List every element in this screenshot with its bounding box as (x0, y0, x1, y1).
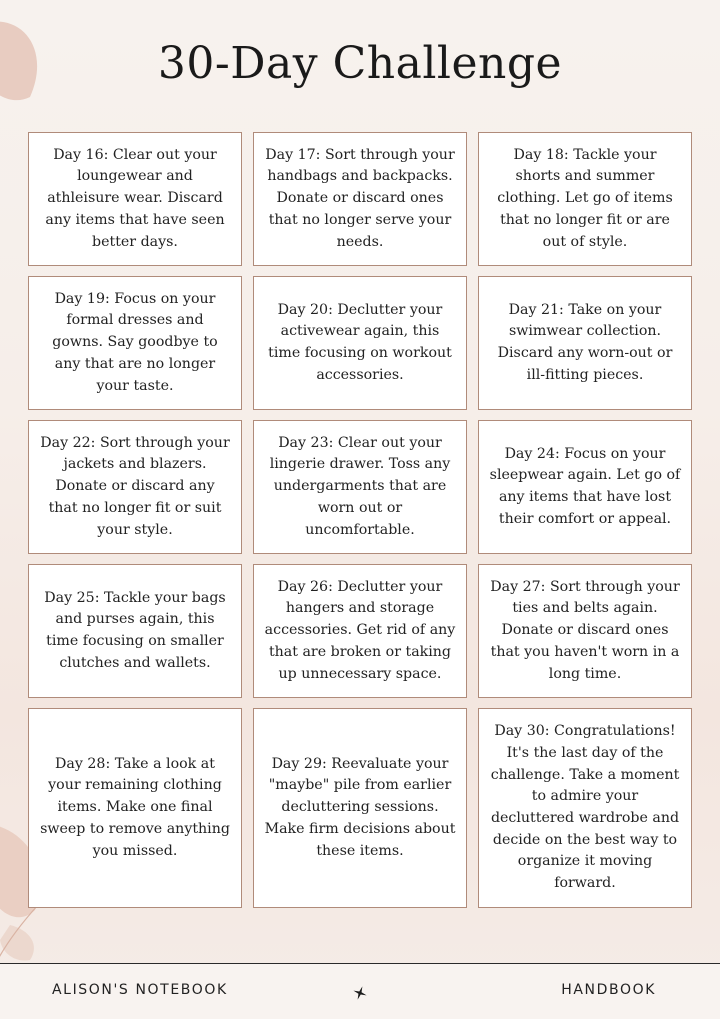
day-text: Day 19: Focus on your formal dresses and gowns. Say goodbye to any that are no longer your taste. (52, 290, 218, 394)
day-card-27 (478, 564, 692, 698)
day-text: Day 26: Declutter your hangers and storage accessories. Get rid of any that are broken or taking up unnecessary space. (264, 578, 456, 682)
day-text: Day 16: Clear out your loungewear and athleisure wear. Discard any items that have seen better days. (45, 146, 225, 250)
challenge-grid (28, 132, 692, 908)
day-card-26 (253, 564, 467, 698)
sparkle-icon (352, 985, 368, 1001)
day-card-22 (28, 420, 242, 554)
day-card-25 (28, 564, 242, 698)
day-text: Day 25: Tackle your bags and purses again, this time focusing on smaller clutches and wallets. (44, 589, 226, 671)
day-card-24 (478, 420, 692, 554)
page-title: 30-Day Challenge (157, 38, 563, 89)
day-card-30 (478, 708, 692, 908)
day-text: Day 27: Sort through your ties and belts again. Donate or discard ones that you haven't worn in a long time. (490, 578, 680, 682)
day-card-17 (253, 132, 467, 266)
day-card-29 (253, 708, 467, 908)
day-card-18 (478, 132, 692, 266)
day-text: Day 20: Declutter your activewear again, this time focusing on workout accessories. (268, 301, 452, 383)
day-card-16 (28, 132, 242, 266)
day-text: Day 30: Congratulations! It's the last day of the challenge. Take a moment to admire your decluttered wardrobe and decide on the best way to organize it moving forward. (490, 723, 680, 892)
day-card-21 (478, 276, 692, 410)
day-text: Day 24: Focus on your sleepwear again. Let go of any items that have lost their comfort or appeal. (489, 445, 681, 527)
footer (0, 963, 720, 1019)
footer-brand: ALISON'S NOTEBOOK (52, 982, 228, 998)
day-card-28 (28, 708, 242, 908)
day-text: Day 18: Tackle your shorts and summer clothing. Let go of items that no longer fit or are out of style. (497, 146, 673, 250)
day-card-19 (28, 276, 242, 410)
day-text: Day 21: Take on your swimwear collection. Discard any worn-out or ill-fitting pieces. (497, 301, 673, 383)
footer-section: HANDBOOK (561, 982, 656, 998)
day-text: Day 23: Clear out your lingerie drawer. Toss any undergarments that are worn out or uncomfortable. (269, 434, 451, 538)
day-text: Day 29: Reevaluate your "maybe" pile from earlier decluttering sessions. Make firm decisions about these items. (264, 755, 456, 859)
day-text: Day 22: Sort through your jackets and blazers. Donate or discard any that no longer fit or suit your style. (40, 434, 230, 538)
day-card-23 (253, 420, 467, 554)
day-text: Day 17: Sort through your handbags and backpacks. Donate or discard ones that no longer serve your needs. (265, 146, 455, 250)
day-text: Day 28: Take a look at your remaining clothing items. Make one final sweep to remove anything you missed. (40, 755, 230, 859)
day-card-20 (253, 276, 467, 410)
